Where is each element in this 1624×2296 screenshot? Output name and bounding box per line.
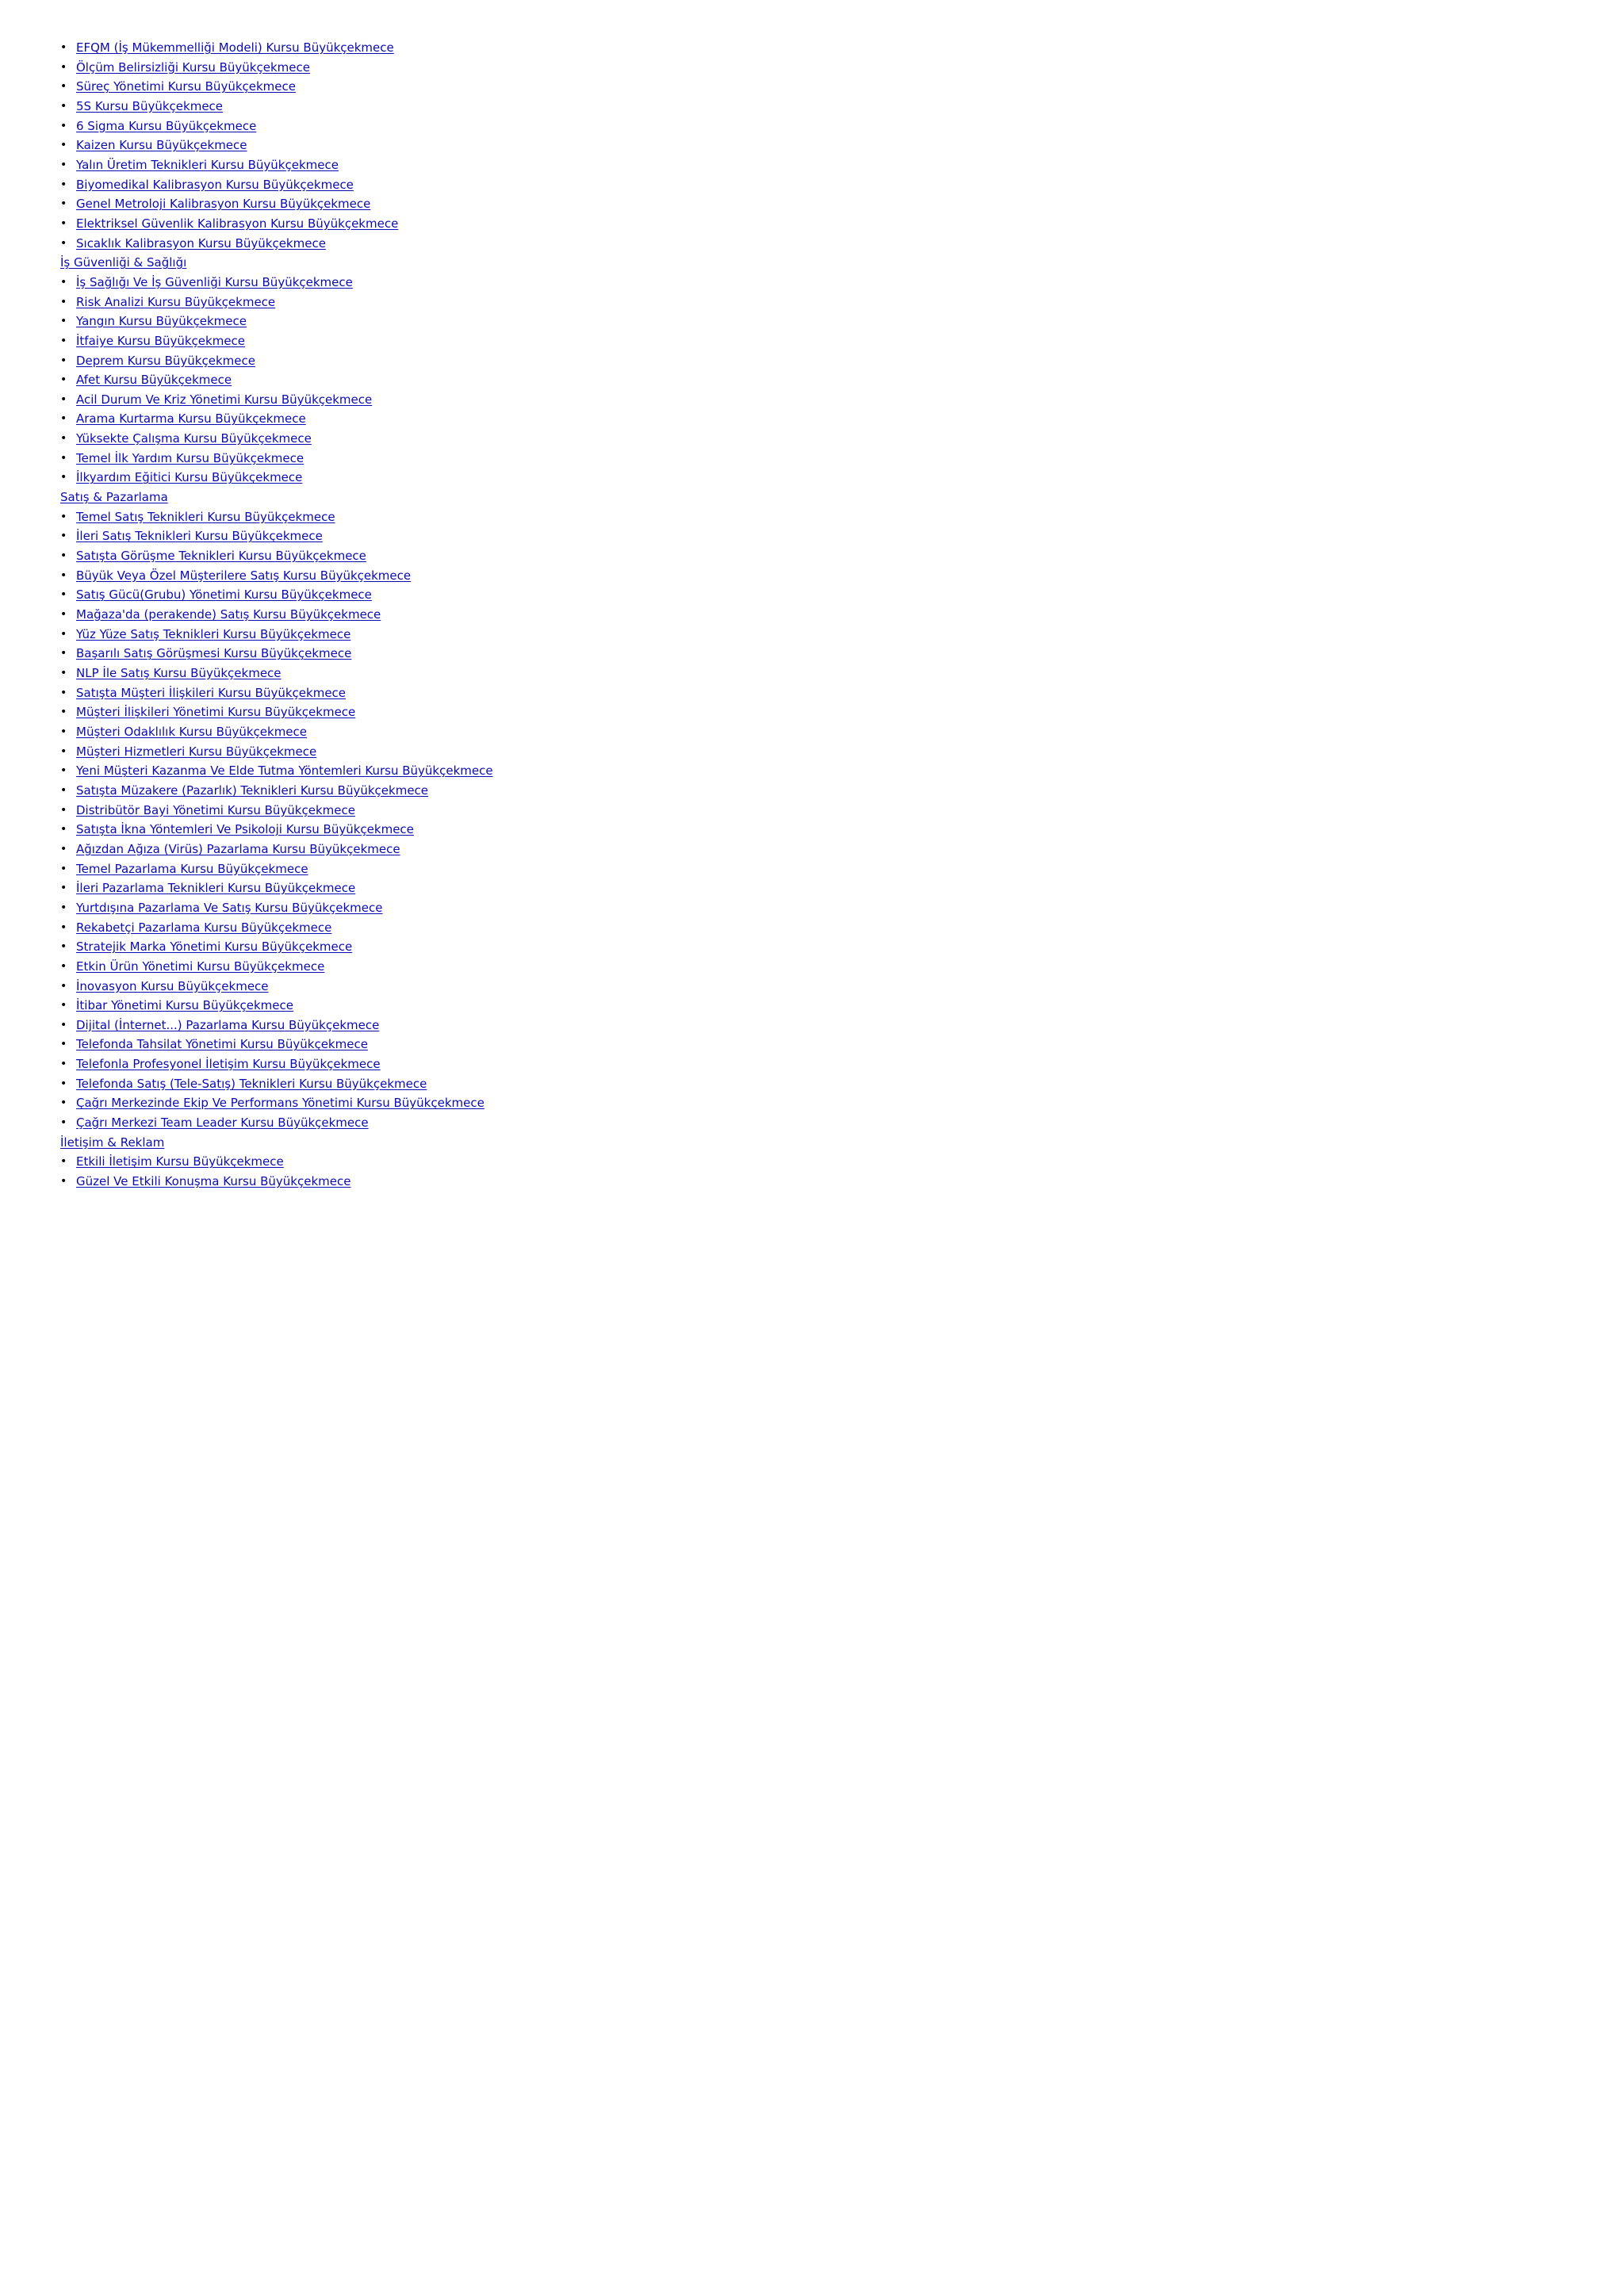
list-item — [60, 644, 853, 664]
bullet-icon: • — [60, 608, 67, 622]
bullet-icon: • — [60, 158, 67, 171]
list-item — [60, 546, 853, 566]
course-link[interactable]: Çağrı Merkezinde Ekip Ve Performans Yönetimi Kursu Büyükçekmece — [76, 1096, 485, 1111]
list-item — [60, 468, 853, 488]
list-item — [60, 722, 853, 742]
list-item — [60, 878, 853, 898]
list-item — [60, 918, 853, 938]
bullet-icon: • — [60, 471, 67, 484]
list-item — [60, 175, 853, 195]
list-item — [60, 820, 853, 840]
bullet-icon: • — [60, 119, 67, 132]
bullet-icon: • — [60, 275, 67, 289]
bullet-icon: • — [60, 823, 67, 836]
course-link[interactable]: Yurtdışına Pazarlama Ve Satış Kursu Büyükçekmece — [76, 900, 383, 915]
course-link[interactable]: Müşteri Hizmetleri Kursu Büyükçekmece — [76, 744, 317, 759]
bullet-icon: • — [60, 334, 67, 347]
bullet-icon: • — [60, 80, 67, 94]
list-item — [60, 605, 853, 625]
bullet-icon: • — [60, 1175, 67, 1188]
list-item — [60, 351, 853, 371]
bullet-icon: • — [60, 979, 67, 993]
list-item — [60, 566, 853, 586]
course-link[interactable]: Deprem Kursu Büyükçekmece — [76, 353, 255, 368]
list-item — [60, 449, 853, 469]
course-link[interactable]: Kaizen Kursu Büyükçekmece — [76, 138, 247, 153]
list-item — [60, 1035, 853, 1054]
course-link[interactable]: Satış Gücü(Grubu) Yönetimi Kursu Büyükçekmece — [76, 587, 372, 603]
bullet-icon: • — [60, 510, 67, 523]
course-link[interactable]: Etkili İletişim Kursu Büyükçekmece — [76, 1154, 284, 1169]
course-link[interactable]: İş Sağlığı Ve İş Güvenliği Kursu Büyükçekmece — [76, 274, 353, 289]
course-link[interactable]: İtibar Yönetimi Kursu Büyükçekmece — [76, 998, 293, 1013]
bullet-icon: • — [60, 41, 67, 54]
bullet-icon: • — [60, 706, 67, 719]
bullet-icon: • — [60, 530, 67, 543]
course-link[interactable]: Ağızdan Ağıza (Virüs) Pazarlama Kursu Büyükçekmece — [76, 841, 400, 856]
course-link[interactable]: Dijital (İnternet...) Pazarlama Kursu Büyükçekmece — [76, 1017, 380, 1032]
list-item — [60, 742, 853, 762]
list-item — [60, 429, 853, 449]
bullet-icon: • — [60, 354, 67, 367]
list-item — [60, 1074, 853, 1094]
bullet-icon: • — [60, 315, 67, 328]
course-link[interactable]: Yüz Yüze Satış Teknikleri Kursu Büyükçekmece — [76, 626, 351, 641]
list-item — [60, 117, 853, 136]
course-link[interactable]: Yalın Üretim Teknikleri Kursu Büyükçekmece — [76, 157, 339, 172]
bullet-icon: • — [60, 1058, 67, 1071]
list-item — [60, 761, 853, 781]
list-item — [60, 996, 853, 1016]
list-item — [60, 702, 853, 722]
course-link[interactable]: İnovasyon Kursu Büyükçekmece — [76, 978, 269, 993]
list-item — [60, 234, 853, 254]
bullet-icon: • — [60, 60, 67, 74]
bullet-icon: • — [60, 139, 67, 152]
course-link[interactable]: Büyük Veya Özel Müşterilere Satış Kursu Büyükçekmece — [76, 568, 412, 583]
list-item — [60, 625, 853, 645]
bullet-icon: • — [60, 862, 67, 875]
bullet-icon: • — [60, 216, 67, 230]
bullet-icon: • — [60, 1038, 67, 1051]
section-heading — [60, 488, 853, 507]
bullet-icon: • — [60, 901, 67, 914]
course-link[interactable]: Etkin Ürün Yönetimi Kursu Büyükçekmece — [76, 959, 325, 974]
list-item — [60, 390, 853, 410]
course-link[interactable]: İlkyardım Eğitici Kursu Büyükçekmece — [76, 470, 303, 485]
bullet-icon: • — [60, 432, 67, 446]
course-list-document — [60, 38, 853, 1192]
bullet-icon: • — [60, 940, 67, 954]
list-item — [60, 312, 853, 331]
section-heading — [60, 1133, 853, 1153]
course-link[interactable]: Acil Durum Ve Kriz Yönetimi Kursu Büyükçekmece — [76, 392, 373, 407]
list-item — [60, 97, 853, 117]
list-item — [60, 1152, 853, 1172]
list-item — [60, 957, 853, 977]
bullet-icon: • — [60, 178, 67, 191]
bullet-icon: • — [60, 1077, 67, 1090]
bullet-icon: • — [60, 412, 67, 426]
course-link[interactable]: Mağaza'da (perakende) Satış Kursu Büyükçekmece — [76, 607, 381, 622]
bullet-icon: • — [60, 725, 67, 738]
course-link[interactable]: Yangın Kursu Büyükçekmece — [76, 314, 247, 329]
bullet-icon: • — [60, 842, 67, 855]
course-link[interactable]: Satışta Görüşme Teknikleri Kursu Büyükçekmece — [76, 549, 366, 564]
course-link[interactable]: Biyomedikal Kalibrasyon Kursu Büyükçekmece — [76, 177, 354, 192]
course-link[interactable]: Çağrı Merkezi Team Leader Kursu Büyükçekmece — [76, 1115, 369, 1131]
bullet-icon: • — [60, 99, 67, 113]
course-link[interactable]: Başarılı Satış Görüşmesi Kursu Büyükçekmece — [76, 646, 352, 661]
course-link[interactable]: İleri Pazarlama Teknikleri Kursu Büyükçekmece — [76, 881, 356, 896]
bullet-icon: • — [60, 451, 67, 465]
list-item — [60, 1093, 853, 1113]
bullet-icon: • — [60, 236, 67, 250]
course-link[interactable]: Yeni Müşteri Kazanma Ve Elde Tutma Yöntemleri Kursu Büyükçekmece — [76, 763, 493, 779]
course-link[interactable]: Telefonda Tahsilat Yönetimi Kursu Büyükçekmece — [76, 1037, 368, 1052]
list-item — [60, 898, 853, 918]
course-link[interactable]: Afet Kursu Büyükçekmece — [76, 373, 232, 388]
course-link[interactable]: Temel Pazarlama Kursu Büyükçekmece — [76, 861, 308, 876]
bullet-icon: • — [60, 783, 67, 797]
bullet-icon: • — [60, 588, 67, 602]
course-link[interactable]: İleri Satış Teknikleri Kursu Büyükçekmece — [76, 529, 323, 544]
bullet-icon: • — [60, 744, 67, 758]
section-heading — [60, 253, 853, 273]
list-item — [60, 77, 853, 97]
list-item — [60, 1054, 853, 1074]
list-item — [60, 507, 853, 527]
course-link[interactable]: Süreç Yönetimi Kursu Büyükçekmece — [76, 79, 296, 94]
course-link[interactable]: Rekabetçi Pazarlama Kursu Büyükçekmece — [76, 920, 332, 935]
bullet-icon: • — [60, 1018, 67, 1031]
bullet-icon: • — [60, 627, 67, 641]
list-item — [60, 136, 853, 155]
course-link[interactable]: NLP İle Satış Kursu Büyükçekmece — [76, 666, 282, 680]
bullet-icon: • — [60, 764, 67, 778]
course-link[interactable]: Güzel Ve Etkili Konuşma Kursu Büyükçekmece — [76, 1174, 351, 1189]
list-item — [60, 937, 853, 957]
list-item — [60, 38, 853, 58]
bullet-icon: • — [60, 295, 67, 308]
course-link[interactable]: Satışta İkna Yöntemleri Ve Psikoloji Kursu Büyükçekmece — [76, 822, 414, 837]
course-link[interactable]: Telefonla Profesyonel İletişim Kursu Büyükçekmece — [76, 1057, 381, 1072]
course-link[interactable]: Distribütör Bayi Yönetimi Kursu Büyükçekmece — [76, 802, 355, 817]
list-item — [60, 273, 853, 293]
list-item — [60, 409, 853, 429]
bullet-icon: • — [60, 686, 67, 699]
course-link[interactable]: Yüksekte Çalışma Kursu Büyükçekmece — [76, 431, 312, 446]
bullet-icon: • — [60, 959, 67, 973]
course-link[interactable]: Müşteri İlişkileri Yönetimi Kursu Büyükçekmece — [76, 705, 356, 720]
course-link[interactable]: Telefonda Satış (Tele-Satış) Teknikleri Kursu Büyükçekmece — [76, 1076, 427, 1091]
course-link[interactable]: EFQM (İş Mükemmelliği Modeli) Kursu Büyükçekmece — [76, 40, 394, 55]
course-link[interactable]: Elektriksel Güvenlik Kalibrasyon Kursu Büyükçekmece — [76, 216, 399, 231]
list-item — [60, 526, 853, 546]
list-item — [60, 977, 853, 997]
list-item — [60, 801, 853, 821]
list-item — [60, 58, 853, 78]
bullet-icon: • — [60, 392, 67, 406]
bullet-icon: • — [60, 999, 67, 1012]
list-item — [60, 840, 853, 859]
list-item — [60, 859, 853, 879]
list-item — [60, 585, 853, 605]
list-item — [60, 370, 853, 390]
list-item — [60, 155, 853, 175]
bullet-icon: • — [60, 549, 67, 563]
course-link[interactable]: İtfaiye Kursu Büyükçekmece — [76, 333, 246, 348]
course-link[interactable]: Risk Analizi Kursu Büyükçekmece — [76, 294, 276, 309]
course-link[interactable]: Ölçüm Belirsizliği Kursu Büyükçekmece — [76, 59, 310, 75]
list-item — [60, 683, 853, 703]
bullet-icon: • — [60, 803, 67, 817]
course-link[interactable]: Stratejik Marka Yönetimi Kursu Büyükçekmece — [76, 939, 353, 955]
course-link[interactable]: Temel İlk Yardım Kursu Büyükçekmece — [76, 450, 304, 465]
list-item — [60, 1172, 853, 1192]
list-item — [60, 214, 853, 234]
course-link[interactable]: 6 Sigma Kursu Büyükçekmece — [76, 118, 257, 133]
list-item — [60, 781, 853, 801]
bullet-icon: • — [60, 1096, 67, 1110]
list-item — [60, 1016, 853, 1035]
course-link[interactable]: Temel Satış Teknikleri Kursu Büyükçekmece — [76, 509, 335, 524]
section-heading-link[interactable]: Satış & Pazarlama — [60, 490, 168, 505]
bullet-icon: • — [60, 1155, 67, 1169]
bullet-icon: • — [60, 647, 67, 660]
bullet-icon: • — [60, 197, 67, 211]
list-item — [60, 293, 853, 312]
list-item — [60, 664, 853, 683]
bullet-icon: • — [60, 568, 67, 582]
bullet-icon: • — [60, 882, 67, 895]
course-link[interactable]: Genel Metroloji Kalibrasyon Kursu Büyükçekmece — [76, 197, 371, 212]
list-item — [60, 194, 853, 214]
course-link[interactable]: 5S Kursu Büyükçekmece — [76, 98, 224, 113]
bullet-icon: • — [60, 1116, 67, 1130]
course-link[interactable]: Satışta Müzakere (Pazarlık) Teknikleri Kursu Büyükçekmece — [76, 783, 429, 798]
bullet-icon: • — [60, 373, 67, 387]
bullet-icon: • — [60, 920, 67, 934]
section-heading-link[interactable]: İletişim & Reklam — [60, 1135, 165, 1150]
list-item — [60, 1113, 853, 1133]
course-link[interactable]: Arama Kurtarma Kursu Büyükçekmece — [76, 411, 306, 427]
bullet-icon: • — [60, 667, 67, 679]
course-link[interactable]: Sıcaklık Kalibrasyon Kursu Büyükçekmece — [76, 235, 326, 251]
course-link[interactable]: Satışta Müşteri İlişkileri Kursu Büyükçekmece — [76, 685, 347, 700]
list-item — [60, 331, 853, 351]
course-link[interactable]: Müşteri Odaklılık Kursu Büyükçekmece — [76, 724, 308, 739]
section-heading-link[interactable]: İş Güvenliği & Sağlığı — [60, 255, 187, 270]
